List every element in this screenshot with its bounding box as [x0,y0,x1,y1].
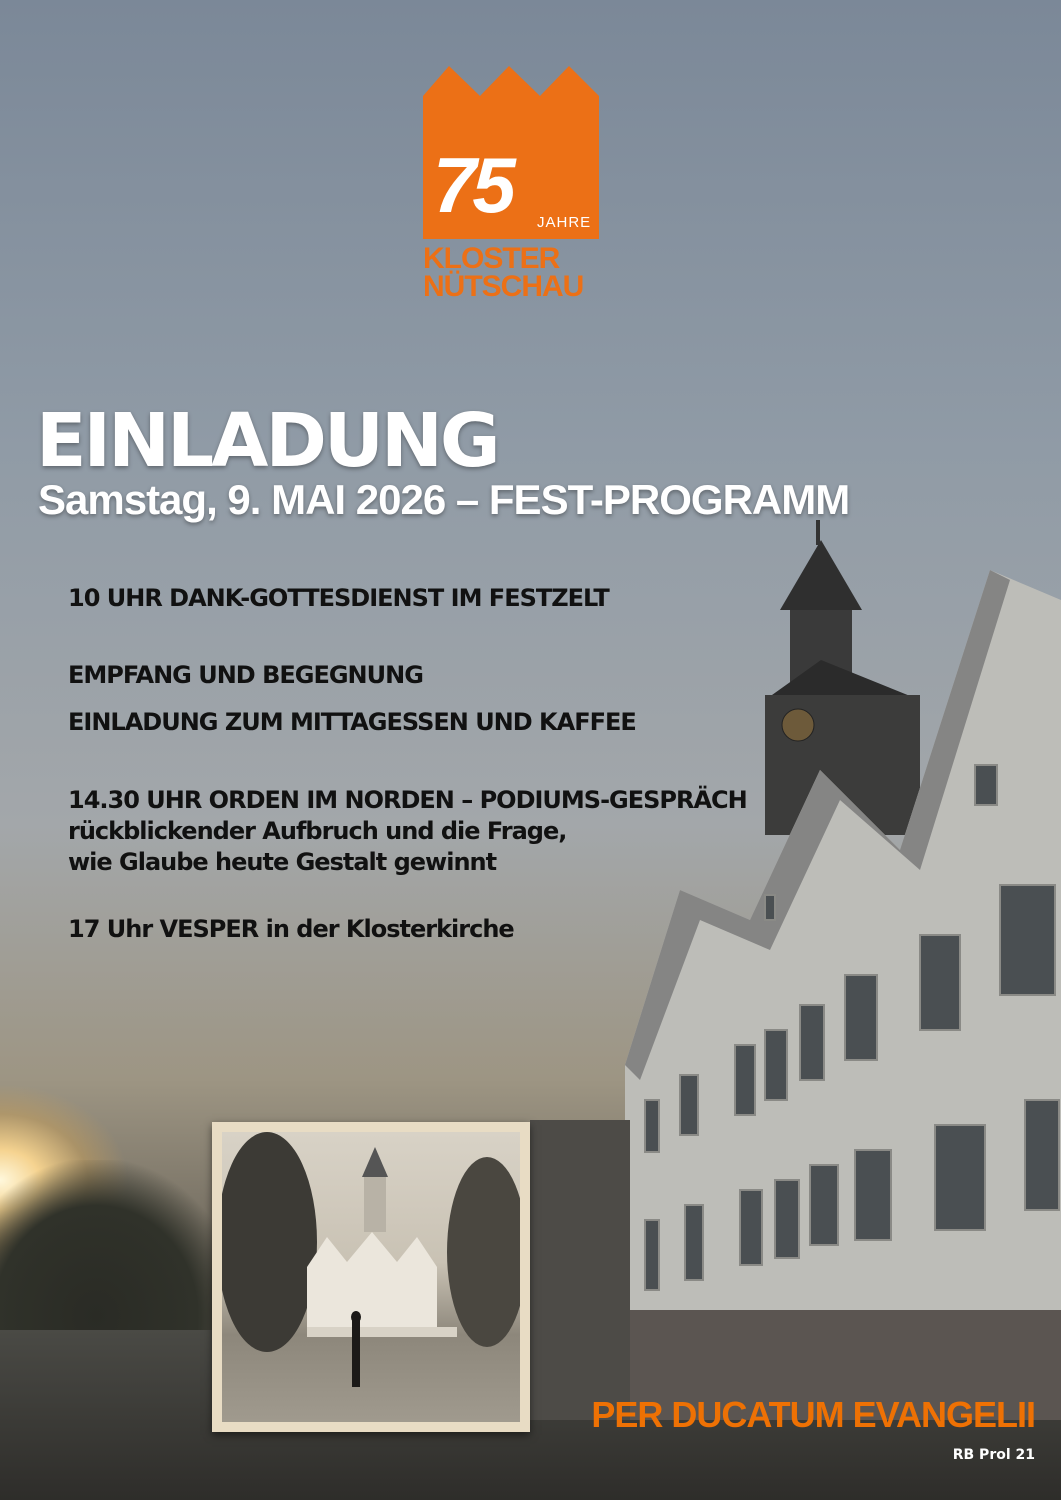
page-subtitle: Samstag, 9. MAI 2026 – FEST-PROGRAMM [38,476,850,523]
logo-years-label: JAHRE [537,214,592,231]
monastery-building-photo [520,520,1061,1420]
logo-number: 75 [433,141,512,229]
motto-reference: RB Prol 21 [952,1447,1035,1463]
program-item: EINLADUNG ZUM MITTAGESSEN UND KAFFEE [68,708,636,736]
logo-line-2: NÜTSCHAU [423,270,584,303]
motto: PER DUCATUM EVANGELII [591,1394,1035,1435]
historic-photo [212,1122,530,1432]
program-item: 10 UHR DANK-GOTTESDIENST IM FESTZELT [68,584,609,612]
program-item-detail: wie Glaube heute Gestalt gewinnt [68,848,497,876]
program-item: 17 Uhr VESPER in der Klosterkirche [68,915,514,943]
program-item: 14.30 UHR ORDEN IM NORDEN – PODIUMS-GESPRÄCH [68,786,747,814]
logo-line-1: KLOSTER [423,242,560,275]
historic-monastery-image [222,1132,520,1422]
program-item-detail: rückblickender Aufbruch und die Frage, [68,817,567,845]
program-item: EMPFANG UND BEGEGNUNG [68,661,423,689]
page-title: EINLADUNG [36,398,498,484]
